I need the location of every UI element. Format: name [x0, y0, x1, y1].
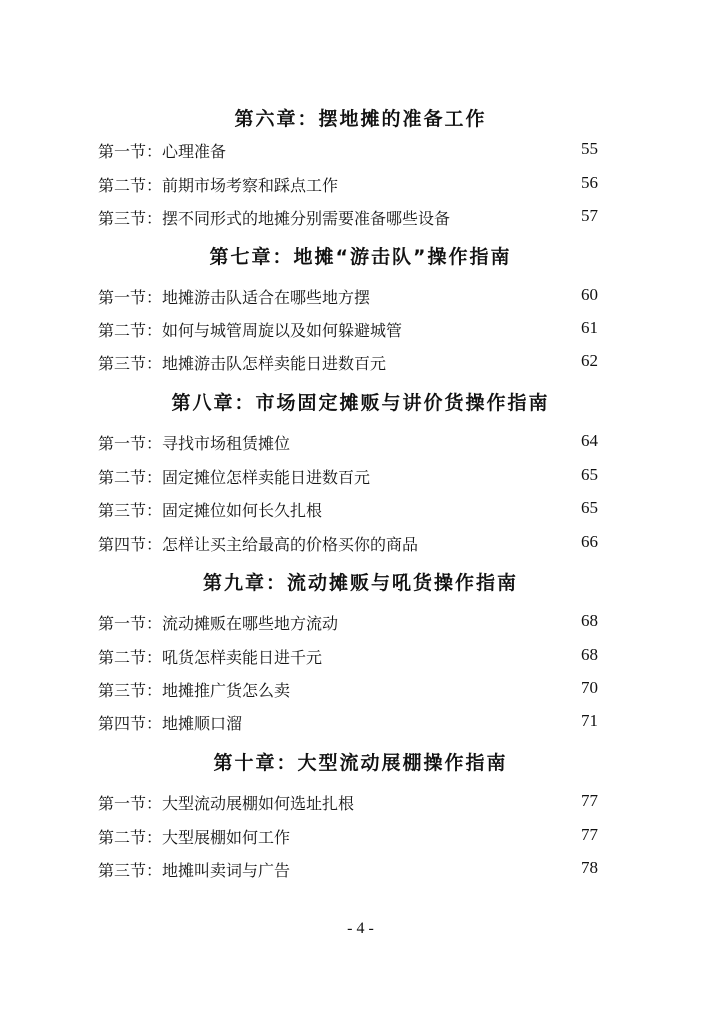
toc-entry — [98, 532, 598, 556]
toc-entry — [98, 431, 598, 455]
toc-entry-page: 62 — [581, 351, 598, 370]
toc-entry — [98, 318, 598, 342]
toc-entry — [98, 711, 598, 735]
toc-entry-label: 第三节：地摊推广货怎么卖 — [98, 681, 291, 700]
toc-entry-page: 60 — [581, 285, 598, 304]
toc-entry-page: 78 — [581, 858, 598, 877]
toc-entry — [98, 678, 598, 702]
toc-entry — [98, 498, 598, 522]
toc-entry — [98, 858, 598, 882]
chapter-10-title: 第十章：大型流动展棚操作指南 — [213, 752, 508, 774]
toc-entry-label: 第二节：固定摊位怎样卖能日进数百元 — [98, 468, 371, 487]
toc-entry-label: 第二节：大型展棚如何工作 — [98, 828, 291, 847]
toc-entry-label: 第一节：心理准备 — [98, 142, 227, 161]
toc-entry — [98, 465, 598, 489]
toc-entry-label: 第一节：寻找市场租赁摊位 — [98, 434, 291, 453]
toc-entry-label: 第二节：如何与城管周旋以及如何躲避城管 — [98, 321, 403, 340]
toc-entry-label: 第一节：流动摊贩在哪些地方流动 — [98, 614, 339, 633]
toc-entry-page: 56 — [581, 173, 598, 192]
toc-entry-label: 第二节：前期市场考察和踩点工作 — [98, 176, 339, 195]
toc-entry — [98, 611, 598, 635]
chapter-7-title: 第七章：地摊“游击队”操作指南 — [209, 246, 512, 268]
toc-entry-page: 65 — [581, 465, 598, 484]
toc-entry-label: 第三节：地摊叫卖词与广告 — [98, 861, 291, 880]
toc-entry — [98, 825, 598, 849]
toc-entry — [98, 351, 598, 375]
toc-entry-page: 77 — [581, 791, 598, 810]
chapter-6-title: 第六章：摆地摊的准备工作 — [234, 108, 487, 130]
toc-entry-label: 第三节：固定摊位如何长久扎根 — [98, 501, 323, 520]
toc-entry-label: 第一节：地摊游击队适合在哪些地方摆 — [98, 288, 371, 307]
toc-entry-page: 55 — [581, 139, 598, 158]
toc-entry — [98, 206, 598, 230]
toc-entry-page: 71 — [581, 711, 598, 730]
toc-entry — [98, 285, 598, 309]
toc-entry-label: 第四节：地摊顺口溜 — [98, 714, 243, 733]
toc-entry-label: 第四节：怎样让买主给最高的价格买你的商品 — [98, 535, 419, 554]
toc-entry — [98, 173, 598, 197]
toc-entry-page: 64 — [581, 431, 598, 450]
chapter-9-title: 第九章：流动摊贩与吼货操作指南 — [202, 572, 518, 594]
toc-entry-page: 61 — [581, 318, 598, 337]
toc-entry-page: 57 — [581, 206, 598, 225]
toc-entry-label: 第二节：吼货怎样卖能日进千元 — [98, 648, 323, 667]
toc-entry — [98, 139, 598, 163]
toc-entry-page: 68 — [581, 611, 598, 630]
toc-entry-page: 66 — [581, 532, 598, 551]
toc-entry-page: 77 — [581, 825, 598, 844]
toc-entry — [98, 645, 598, 669]
toc-entry-label: 第三节：地摊游击队怎样卖能日进数百元 — [98, 354, 387, 373]
toc-entry-label: 第三节：摆不同形式的地摊分别需要准备哪些设备 — [98, 209, 451, 228]
toc-entry-page: 65 — [581, 498, 598, 517]
toc-entry-page: 70 — [581, 678, 598, 697]
toc-entry — [98, 791, 598, 815]
toc-entry-page: 68 — [581, 645, 598, 664]
page-number: - 4 - — [347, 920, 374, 937]
toc-entry-label: 第一节：大型流动展棚如何选址扎根 — [98, 794, 355, 813]
chapter-8-title: 第八章：市场固定摊贩与讲价货操作指南 — [171, 392, 550, 414]
